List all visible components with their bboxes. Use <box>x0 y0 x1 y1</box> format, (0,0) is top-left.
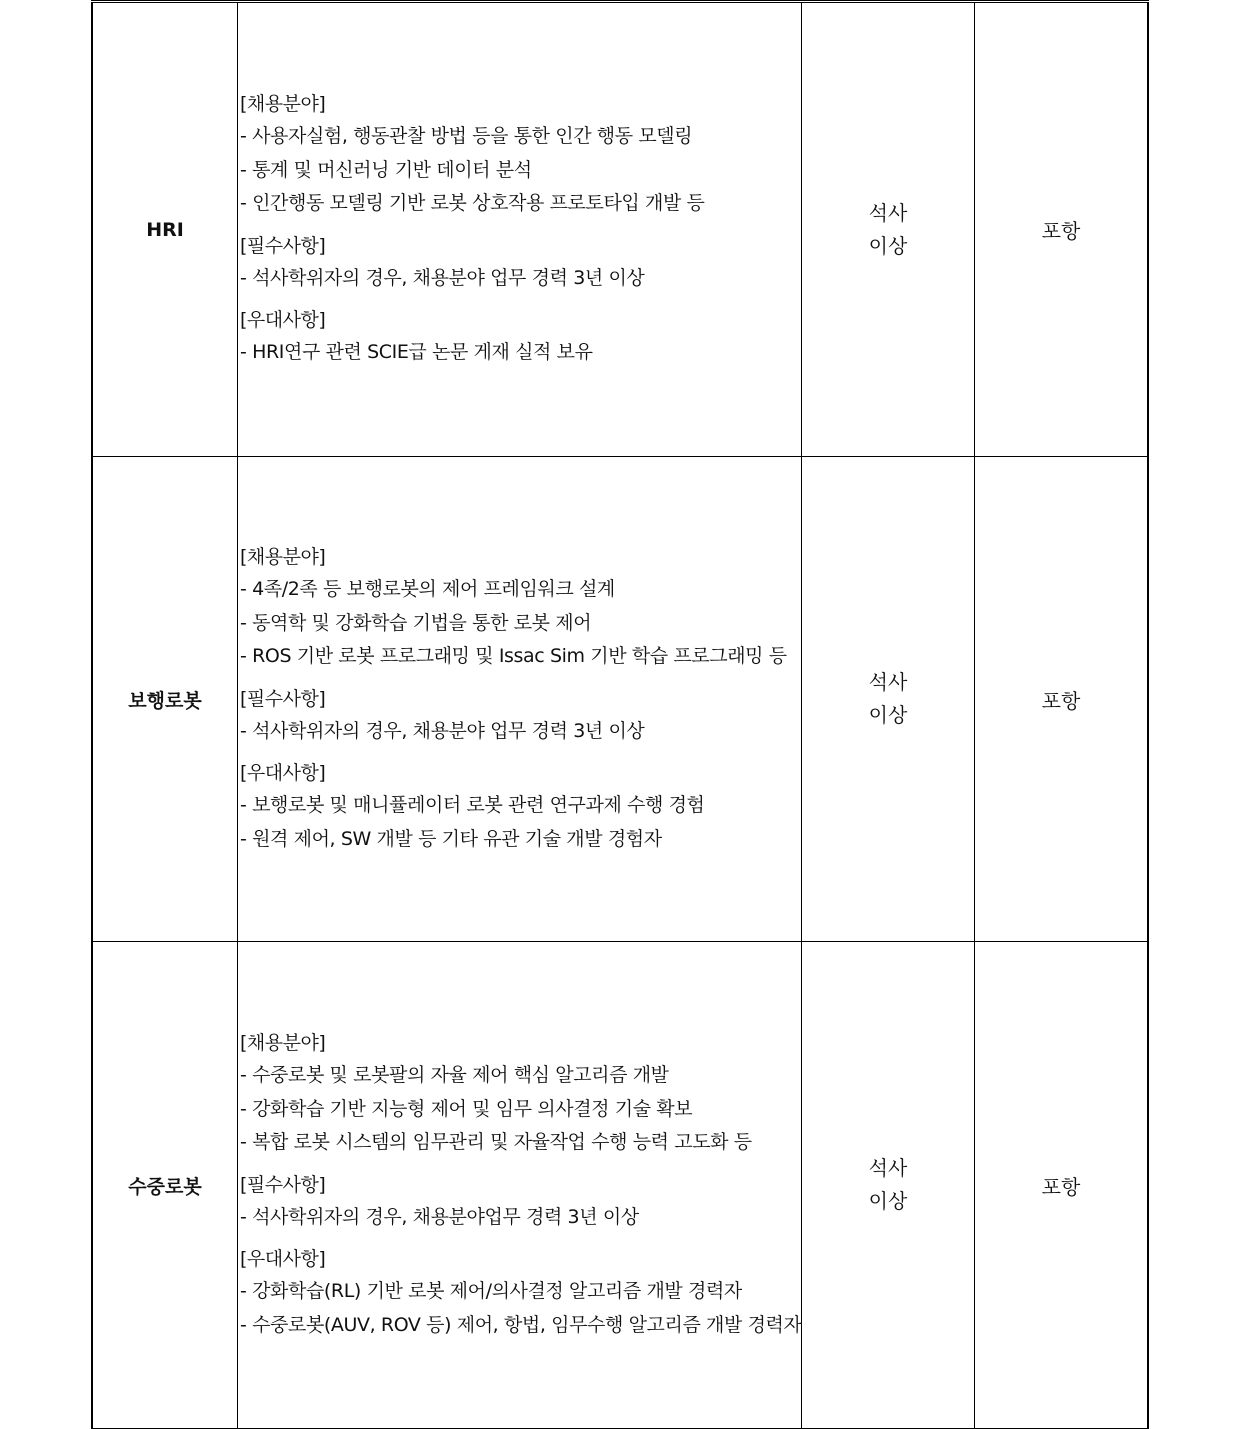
section-title: [채용분야] <box>240 93 326 116</box>
section-item: - 동역학 및 강화학습 기법을 통한 로봇 제어 <box>240 611 592 634</box>
section-title: [우대사항] <box>240 762 326 784</box>
job-row <box>92 457 1148 942</box>
section-item: - 통계 및 머신러닝 기반 데이터 분석 <box>240 158 532 181</box>
section-title: [우대사항] <box>240 309 326 332</box>
degree-line: 이상 <box>868 233 908 258</box>
section-item: - 사용자실험, 행동관찰 방법 등을 통한 인간 행동 모델링 <box>240 125 693 148</box>
degree-cell <box>802 942 975 1429</box>
section-item: - 강화학습(RL) 기반 로봇 제어/의사결정 알고리즘 개발 경력자 <box>240 1280 742 1302</box>
section-item: - 원격 제어, SW 개발 등 기타 유관 기술 개발 경험자 <box>240 827 662 850</box>
section-title: [필수사항] <box>240 1173 326 1196</box>
section-item: - 보행로봇 및 매니퓰레이터 로봇 관련 연구과제 수행 경험 <box>240 794 705 816</box>
section-item: - 4족/2족 등 보행로봇의 제어 프레임워크 설계 <box>240 578 615 600</box>
degree-line: 이상 <box>868 1189 908 1213</box>
section-title: [우대사항] <box>240 1248 326 1270</box>
section-item: - 수중로봇(AUV, ROV 등) 제어, 항법, 임무수행 알고리즘 개발 경력자 <box>240 1313 802 1336</box>
section-item: - 석사학위자의 경우, 채용분야 업무 경력 3년 이상 <box>240 719 645 742</box>
section-item: - 강화학습 기반 지능형 제어 및 임무 의사결정 기술 확보 <box>240 1097 693 1120</box>
degree-cell <box>802 2 975 457</box>
section-title: [필수사항] <box>240 687 326 710</box>
degree-line: 석사 <box>868 1156 908 1180</box>
job-row <box>92 942 1148 1429</box>
degree-cell <box>802 457 975 942</box>
section-item: - HRI연구 관련 SCIE급 논문 게재 실적 보유 <box>240 341 593 364</box>
description-section <box>240 1170 801 1235</box>
field-name-cell: 보행로봇 <box>92 457 238 942</box>
work-location-cell: 포항 <box>975 942 1149 1429</box>
job-posting-table-container <box>91 0 1146 1427</box>
description-section <box>240 231 801 296</box>
section-item: - 석사학위자의 경우, 채용분야업무 경력 3년 이상 <box>240 1205 639 1228</box>
work-location-cell: 포항 <box>975 457 1149 942</box>
description-section <box>240 758 801 856</box>
section-title: [채용분야] <box>240 1032 326 1054</box>
section-item: - 석사학위자의 경우, 채용분야 업무 경력 3년 이상 <box>240 266 645 289</box>
job-description-cell <box>238 2 802 457</box>
work-location-cell: 포항 <box>975 2 1149 457</box>
description-section <box>240 1244 801 1342</box>
section-title: [채용분야] <box>240 546 326 568</box>
degree-line: 석사 <box>868 200 908 225</box>
job-posting-table <box>91 0 1149 1429</box>
degree-line: 석사 <box>868 670 908 694</box>
job-description-cell <box>238 457 802 942</box>
section-item: - 복합 로봇 시스템의 임무관리 및 자율작업 수행 능력 고도화 등 <box>240 1131 752 1153</box>
section-item: - 인간행동 모델링 기반 로봇 상호작용 프로토타입 개발 등 <box>240 192 705 215</box>
description-section <box>240 305 801 370</box>
description-section <box>240 684 801 749</box>
section-item: - 수중로봇 및 로봇팔의 자율 제어 핵심 알고리즘 개발 <box>240 1064 669 1086</box>
description-section <box>240 1028 801 1160</box>
description-section <box>240 89 801 221</box>
job-description-cell <box>238 942 802 1429</box>
section-title: [필수사항] <box>240 234 326 257</box>
field-name-cell: 수중로봇 <box>92 942 238 1429</box>
job-row <box>92 2 1148 457</box>
field-name-cell: HRI <box>92 2 238 457</box>
degree-line: 이상 <box>868 703 908 727</box>
section-item: - ROS 기반 로봇 프로그래밍 및 Issac Sim 기반 학습 프로그래밍 등 <box>240 645 787 667</box>
description-section <box>240 542 801 674</box>
